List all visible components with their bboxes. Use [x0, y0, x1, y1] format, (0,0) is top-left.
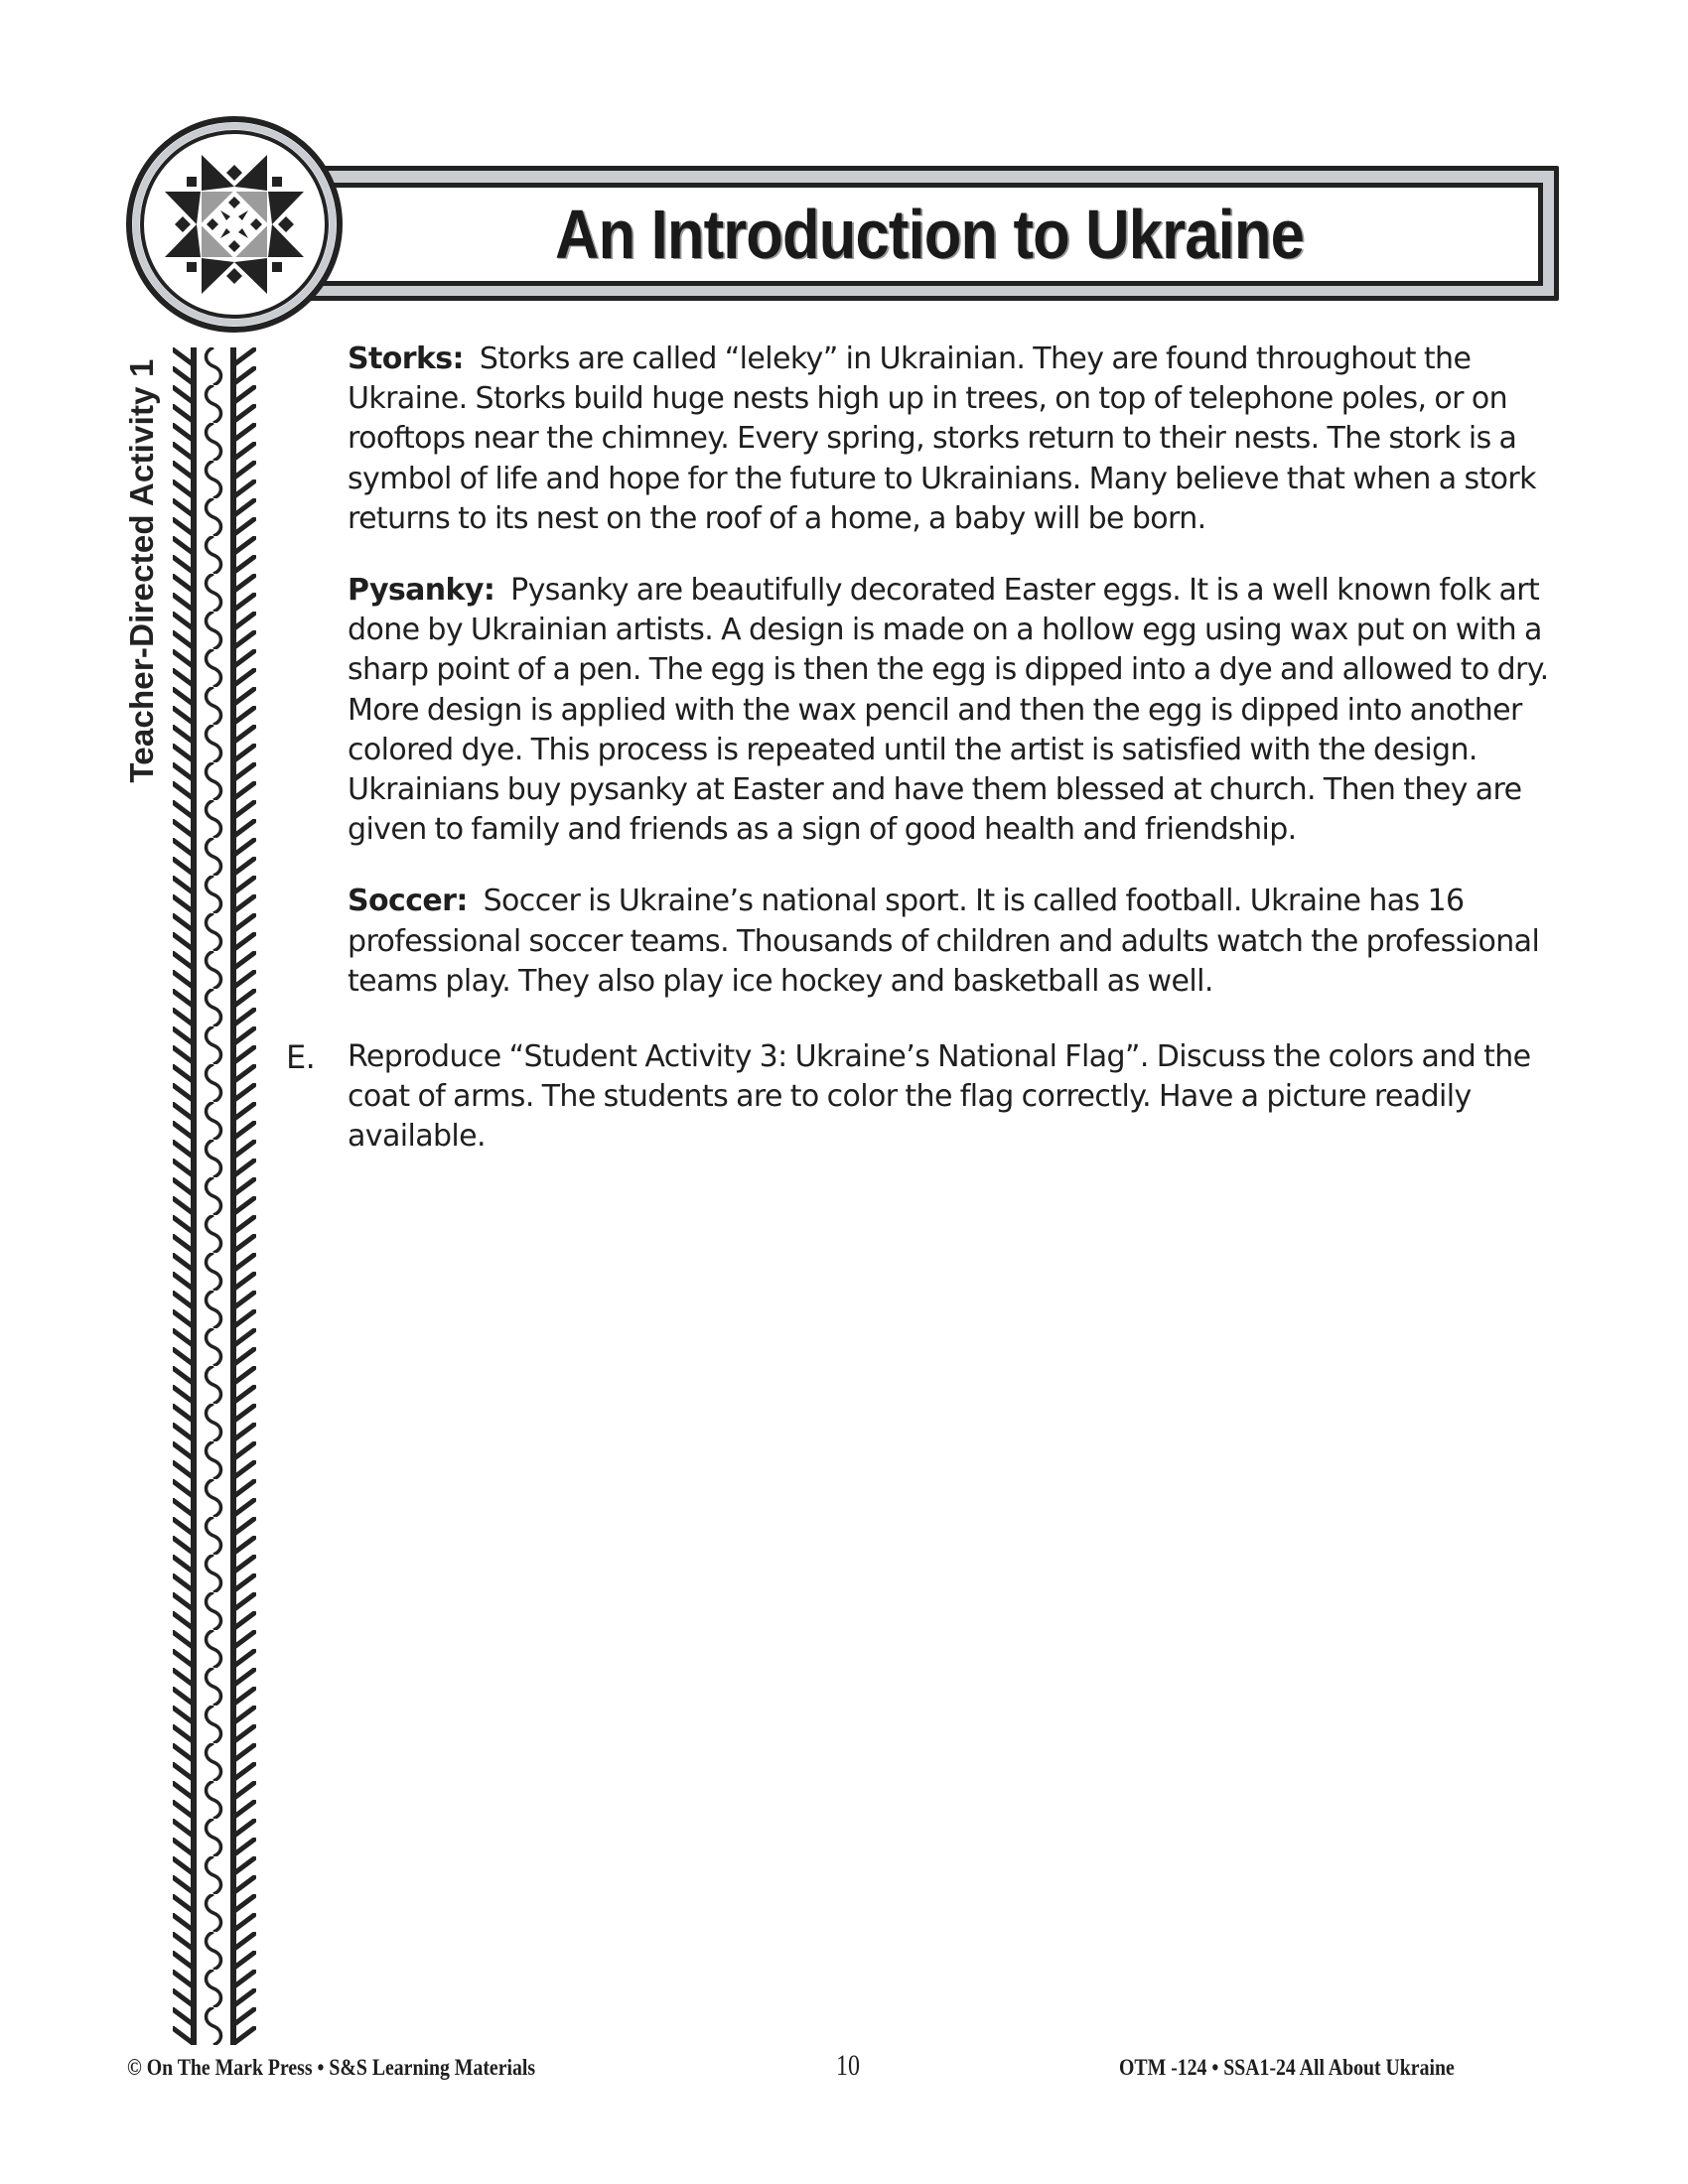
list-item-text: Reproduce “Student Activity 3: Ukraine’s National Flag”. Discuss the colors and the coat of arms. The students are to color the flag correctly. Have a picture readily available. [348, 1039, 1531, 1155]
paragraph-lead: Soccer: [348, 884, 468, 919]
paragraph-text: Pysanky are beautifully decorated Easter eggs. It is a well known folk art done by Ukrainian artists. A design is made on a hollow egg using wax put on with a sharp point of a pen. The egg is then the egg is dipped into a dye and allowed to dry. More design is applied with the wax pencil and then the egg is dipped into another colored dye. This process is repeated until the artist is satisfied with the design. Ukrainians buy pysanky at Easter and have them blessed at church. Then they are given to family and friends as a sign of good health and friendship. [348, 573, 1549, 848]
ukrainian-star-ornament-icon [125, 115, 344, 334]
page-title: An Introduction to Ukraine [555, 196, 1304, 273]
footer-book-code: OTM -124 • SSA1-24 All About Ukraine [1119, 2055, 1455, 2080]
paragraph-text: Storks are called “leleky” in Ukrainian. They are found throughout the Ukraine. Storks build huge nests high up in trees, on top of telephone poles, or on rooftops near the chimney. Every spring, storks return to their nests. The stork is a symbol of life and hope for the future to Ukrainians. Many believe that when a stork returns to its nest on the roof of a home, a baby will be born. [348, 341, 1536, 536]
list-marker: E. [286, 1038, 316, 1077]
footer-publisher: © On The Mark Press • S&S Learning Materials [127, 2055, 536, 2080]
paragraph-lead: Storks: [348, 341, 464, 376]
list-item-e [286, 1037, 1569, 1158]
decorative-border [169, 347, 258, 2045]
page-number: 10 [836, 2049, 860, 2082]
activity-side-label: Teacher-Directed Activity 1 [123, 358, 160, 783]
paragraph-soccer [348, 882, 1569, 1002]
paragraph-storks [348, 340, 1569, 539]
paragraph-lead: Pysanky: [348, 573, 495, 609]
paragraph-text: Soccer is Ukraine’s national sport. It is called football. Ukraine has 16 professional soccer teams. Thousands of children and adults watch the professional teams play. They also play ice hockey and basketball as well. [348, 884, 1540, 999]
paragraph-pysanky [348, 571, 1569, 850]
main-content [286, 340, 1569, 1158]
